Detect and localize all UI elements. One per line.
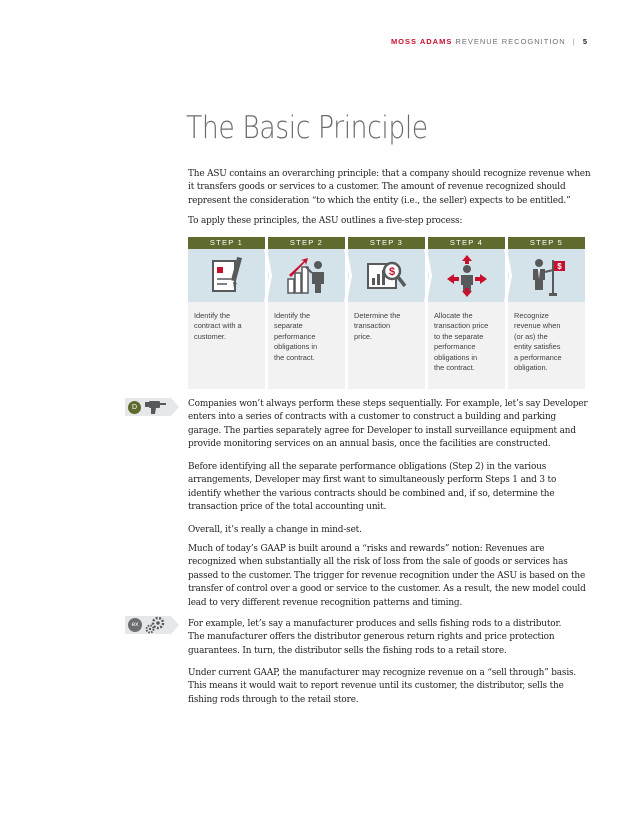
- desc-line: transaction price: [434, 321, 489, 331]
- step-label: STEP 3: [348, 237, 425, 249]
- five-step-process: [188, 237, 585, 389]
- text-line: Before identifying all the separate performance obligations (Step 2) in the various: [188, 462, 547, 472]
- desc-line: contract with a: [194, 321, 242, 331]
- desc-line: separate: [274, 321, 303, 331]
- text-line: arrangements, Developer may first want to simultaneously perform Steps 1 and 3 to: [188, 475, 557, 486]
- text-line: provide monitoring services on an annual basis, once the facilities are constructed.: [188, 439, 551, 450]
- magnifier-dollar-icon: [365, 256, 409, 296]
- desc-line: Recognize: [514, 311, 549, 320]
- text-line: For example, let’s say a manufacturer produces and sells fishing rods to a distributor.: [188, 619, 562, 629]
- desc-line: (or as) the: [514, 331, 548, 341]
- contract-pen-icon: [207, 255, 247, 297]
- step-label: STEP 5: [508, 237, 585, 249]
- desc-line: the contract.: [434, 363, 475, 373]
- text-line: Under current GAAP, the manufacturer may recognize revenue on a “sell through” basis.: [188, 668, 577, 678]
- desc-line: entity satisfies: [514, 342, 561, 352]
- text-line: enters into a series of contracts with a customer to construct a building and parking: [188, 412, 557, 423]
- intro-paragraph: [188, 168, 598, 208]
- running-header: [391, 37, 588, 46]
- section-name: REVENUE RECOGNITION: [455, 37, 566, 46]
- body-paragraph-3: [188, 524, 598, 537]
- text-line: it transfers goods or services to a customer. The amount of revenue recognized should: [188, 182, 566, 193]
- text-line: To apply these principles, the ASU outlines a five-step process:: [188, 216, 463, 226]
- step-icon-panel: [428, 249, 505, 302]
- desc-line: Identify the: [194, 311, 231, 320]
- developer-marker: [125, 398, 180, 416]
- chevron-separator: [344, 249, 352, 302]
- step-description: [188, 302, 265, 389]
- desc-line: Determine the: [354, 311, 401, 320]
- drill-icon: [145, 399, 167, 415]
- desc-line: customer.: [194, 331, 227, 341]
- step-label: STEP 1: [188, 237, 265, 249]
- text-line: Overall, it’s really a change in mind-set.: [188, 525, 362, 535]
- body-paragraph-6: [188, 667, 598, 707]
- desc-line: obligation.: [514, 363, 548, 373]
- step-label: STEP 4: [428, 237, 505, 249]
- text-line: guarantees. In turn, the distributor sells the fishing rods to a retail store.: [188, 645, 507, 656]
- desc-line: performance: [434, 342, 476, 352]
- desc-line: obligations in: [274, 342, 318, 352]
- step-description: [428, 302, 505, 389]
- step-5: [508, 237, 585, 389]
- desc-line: Allocate the: [434, 311, 473, 320]
- desc-line: the contract.: [274, 352, 315, 362]
- step-icon-panel: [268, 249, 345, 302]
- step-3: [348, 237, 425, 389]
- desc-line: performance: [274, 331, 316, 341]
- person-flag-icon: [527, 254, 567, 298]
- body-paragraph-2: [188, 461, 598, 515]
- brand-name: MOSS ADAMS: [390, 37, 453, 46]
- header-separator: |: [572, 37, 576, 46]
- desc-line: to the separate: [434, 331, 484, 341]
- step-icon-panel: [508, 249, 585, 302]
- body-paragraph-4: [188, 543, 598, 610]
- body-paragraph-1: [188, 398, 598, 452]
- text-line: represent the consideration “to which the entity (i.e., the seller) expects to be entitled.”: [188, 195, 571, 206]
- desc-line: Identify the: [274, 311, 311, 320]
- page-number: 5: [582, 37, 588, 46]
- text-line: transfer of control over a good or service to the customer. As a result, the new model could: [188, 584, 586, 595]
- chevron-separator: [264, 249, 272, 302]
- page-title: The Basic Principle: [186, 110, 428, 146]
- example-marker: [125, 616, 180, 634]
- text-line: lead to very different revenue recognition patterns and timing.: [188, 597, 463, 608]
- body-paragraph-5: [188, 618, 598, 658]
- step-description: [348, 302, 425, 389]
- step-label: STEP 2: [268, 237, 345, 249]
- text-line: This means it would wait to report revenue until its customer, the distributor, sells the: [188, 681, 564, 692]
- desc-line: transaction: [354, 321, 391, 331]
- step-2: [268, 237, 345, 389]
- person-arrows-icon: [445, 254, 489, 298]
- text-line: passed to the customer. The trigger for revenue recognition under the ASU is based on the: [188, 570, 586, 581]
- text-line: recognized when substantially all the risk of loss from the sale of goods or services has: [188, 557, 568, 568]
- text-line: identify whether the various contracts should be combined and, if so, determine the: [188, 488, 555, 499]
- step-icon-panel: [188, 249, 265, 302]
- desc-line: revenue when: [514, 321, 561, 331]
- performance-bars-icon: [284, 255, 330, 297]
- desc-line: a performance: [514, 352, 562, 362]
- text-line: fishing rods through to the retail store.: [188, 694, 359, 705]
- steps-intro: [188, 215, 598, 228]
- chevron-separator: [504, 249, 512, 302]
- gears-icon: [145, 616, 167, 634]
- example-badge: ex: [128, 618, 142, 632]
- text-line: garage. The parties separately agree for Developer to install surveillance equipment and: [188, 425, 576, 436]
- step-description: [268, 302, 345, 389]
- svg-text:$: $: [388, 265, 395, 278]
- desc-line: price.: [354, 331, 373, 341]
- step-description: [508, 302, 585, 389]
- step-1: [188, 237, 265, 389]
- text-line: The ASU contains an overarching principle: that a company should recognize revenue when: [188, 169, 591, 179]
- step-icon-panel: [348, 249, 425, 302]
- desc-line: obligations in: [434, 352, 478, 362]
- text-line: Companies won’t always perform these steps sequentially. For example, let’s say Developer: [188, 399, 588, 409]
- text-line: The manufacturer offers the distributor generous return rights and price protection: [188, 632, 555, 643]
- text-line: transaction price of the total accounting unit.: [188, 502, 387, 513]
- chevron-separator: [424, 249, 432, 302]
- step-4: [428, 237, 505, 389]
- text-line: Much of today’s GAAP is built around a “risks and rewards” notion: Revenues are: [188, 544, 545, 554]
- svg-text:$: $: [556, 261, 562, 271]
- developer-badge: D: [128, 401, 141, 414]
